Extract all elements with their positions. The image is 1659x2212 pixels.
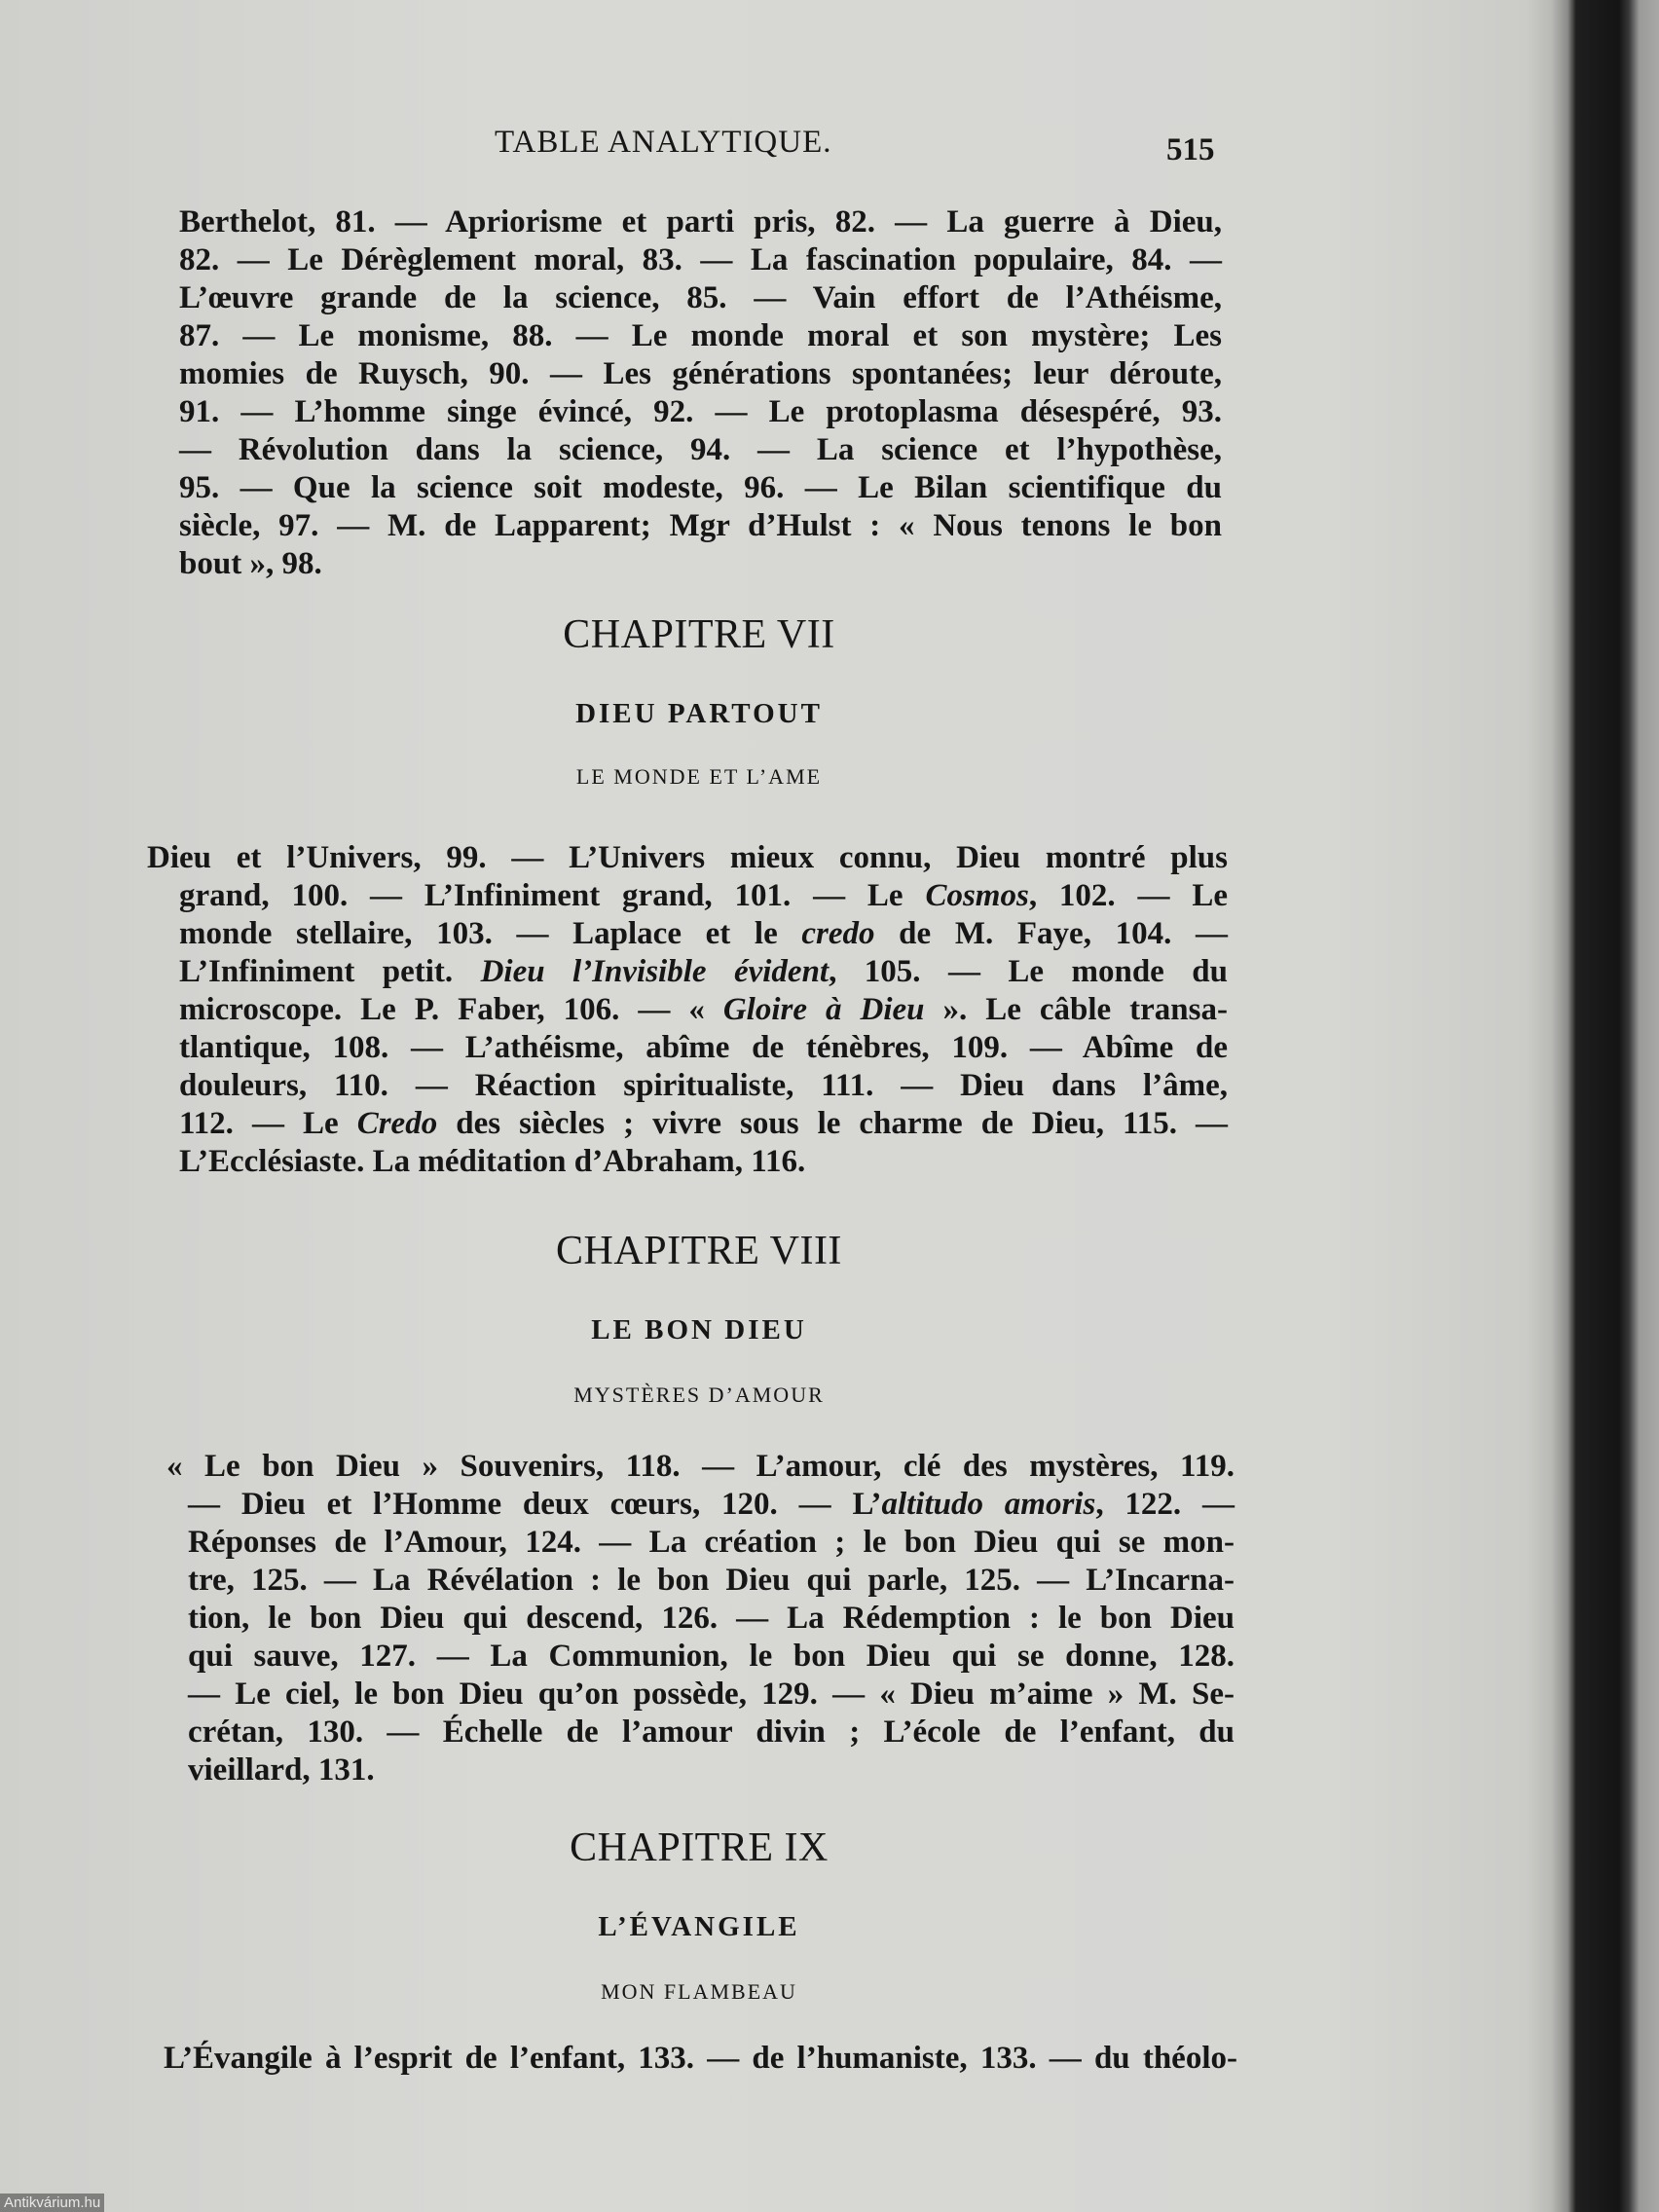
text-segment: ». Le câble transa- — [924, 992, 1228, 1027]
text-line — [188, 1676, 1235, 1714]
paragraph-chapter-6-end — [179, 203, 1222, 583]
text-segment: 91. — L’homme singe évincé, 92. — Le protoplasma désespéré, 93. — [179, 394, 1222, 429]
text-segment: grand, 100. — L’Infiniment grand, 101. — Le — [179, 878, 926, 913]
text-line — [179, 241, 1222, 279]
chapter-title: LE BON DIEU — [591, 1314, 807, 1346]
chapter-subtitle: MON FLAMBEAU — [601, 1979, 797, 2004]
watermark: Antikvárium.hu — [0, 2194, 104, 2212]
text-line — [179, 1105, 1228, 1143]
text-line — [179, 355, 1222, 393]
text-segment: L’Infiniment petit. — [179, 954, 481, 989]
text-segment: Réponses de l’Amour, 124. — La création ; le bon Dieu qui se mon- — [188, 1525, 1235, 1560]
italic-text: Credo — [356, 1106, 438, 1141]
text-line — [179, 469, 1222, 507]
text-segment: L’Ecclésiaste. La méditation d’Abraham, 116. — [179, 1144, 806, 1179]
text-segment: des siècles ; vivre sous le charme de Dieu, 115. — — [437, 1106, 1228, 1141]
chapter-subtitle: MYSTÈRES D’AMOUR — [573, 1382, 825, 1407]
italic-text: credo — [801, 916, 875, 951]
text-segment: monde stellaire, 103. — Laplace et le — [179, 916, 802, 951]
paragraph-chapter-9 — [164, 2040, 1237, 2078]
text-segment: L’œuvre grande de la science, 85. — Vain effort de l’Athéisme, — [179, 280, 1222, 315]
text-line — [166, 1448, 1235, 1486]
text-segment: vieillard, 131. — [188, 1752, 375, 1788]
italic-text: altitudo amoris — [881, 1487, 1096, 1522]
running-title: TABLE ANALYTIQUE. — [495, 125, 832, 160]
text-line — [179, 279, 1222, 317]
text-segment: « Le bon Dieu » Souvenirs, 118. — L’amour, clé des mystères, 119. — [166, 1449, 1235, 1484]
text-line — [188, 1714, 1235, 1751]
text-segment: siècle, 97. — M. de Lapparent; Mgr d’Hulst : « Nous tenons le bon — [179, 508, 1222, 543]
italic-text: Dieu l’Invisible évident — [480, 954, 830, 989]
text-line — [179, 203, 1222, 241]
text-line — [179, 915, 1228, 953]
text-line — [179, 1029, 1228, 1067]
text-segment: de M. Faye, 104. — — [874, 916, 1229, 951]
text-line — [179, 877, 1228, 915]
text-segment: bout », 98. — [179, 546, 322, 581]
text-line — [179, 1143, 1228, 1181]
text-segment: Dieu et l’Univers, 99. — L’Univers mieux connu, Dieu montré plus — [147, 840, 1228, 875]
text-segment: 82. — Le Dérèglement moral, 83. — La fascination populaire, 84. — — [179, 242, 1222, 277]
paragraph-chapter-7 — [147, 839, 1229, 1181]
text-line — [179, 1067, 1228, 1105]
text-line — [188, 1638, 1235, 1676]
text-line — [179, 953, 1228, 991]
text-segment: L’Évangile à l’esprit de l’enfant, 133. — de l’humaniste, 133. — du théolo- — [164, 2041, 1237, 2076]
chapter-subtitle: LE MONDE ET L’AME — [575, 764, 823, 789]
text-segment: qui sauve, 127. — La Communion, le bon Dieu qui se donne, 128. — [188, 1639, 1235, 1674]
text-segment: crétan, 130. — Échelle de l’amour divin ; L’école de l’enfant, du — [188, 1714, 1235, 1750]
text-segment: , 102. — Le — [1028, 878, 1228, 913]
italic-text: Gloire à Dieu — [722, 992, 925, 1027]
text-segment: tlantique, 108. — L’athéisme, abîme de ténèbres, 109. — Abîme de — [179, 1030, 1228, 1065]
text-line — [179, 431, 1222, 469]
text-segment: — Dieu et l’Homme deux cœurs, 120. — L’ — [188, 1487, 882, 1522]
text-line — [188, 1524, 1235, 1562]
chapter-heading: CHAPITRE IX — [570, 1825, 829, 1870]
chapter-heading: CHAPITRE VII — [563, 612, 835, 657]
text-segment: 112. — Le — [179, 1106, 357, 1141]
text-line — [188, 1562, 1235, 1600]
chapter-title: L’ÉVANGILE — [598, 1911, 800, 1942]
italic-text: Cosmos — [925, 878, 1029, 913]
text-segment: — Le ciel, le bon Dieu qu’on possède, 129. — « Dieu m’aime » M. Se- — [188, 1677, 1235, 1712]
text-segment: douleurs, 110. — Réaction spiritualiste, 111. — Dieu dans l’âme, — [179, 1068, 1228, 1103]
text-segment: 87. — Le monisme, 88. — Le monde moral et son mystère; Les — [179, 318, 1222, 353]
text-line — [188, 1486, 1235, 1524]
text-segment: , 122. — — [1095, 1487, 1235, 1522]
text-line — [188, 1751, 1235, 1789]
text-segment: — Révolution dans la science, 94. — La science et l’hypothèse, — [179, 432, 1222, 467]
text-line — [164, 2040, 1237, 2078]
text-segment: momies de Ruysch, 90. — Les générations spontanées; leur déroute, — [179, 356, 1222, 391]
chapter-title: DIEU PARTOUT — [575, 698, 823, 729]
text-line — [179, 991, 1228, 1029]
chapter-heading: CHAPITRE VIII — [556, 1229, 842, 1273]
text-segment: tion, le bon Dieu qui descend, 126. — La Rédemption : le bon Dieu — [188, 1601, 1235, 1636]
text-segment: microscope. Le P. Faber, 106. — « — [179, 992, 723, 1027]
page-number: 515 — [1166, 132, 1215, 167]
text-line — [179, 507, 1222, 545]
text-segment: Berthelot, 81. — Apriorisme et parti pris, 82. — La guerre à Dieu, — [179, 204, 1222, 240]
paragraph-chapter-8 — [166, 1448, 1235, 1789]
text-line — [179, 545, 1222, 583]
text-segment: , 105. — Le monde du — [829, 954, 1228, 989]
text-line — [179, 317, 1222, 355]
text-line — [188, 1600, 1235, 1638]
text-segment: 95. — Que la science soit modeste, 96. — Le Bilan scientifique du — [179, 470, 1222, 505]
text-segment: tre, 125. — La Révélation : le bon Dieu qui parle, 125. — L’Incarna- — [188, 1563, 1235, 1598]
text-line — [147, 839, 1228, 877]
text-line — [179, 393, 1222, 431]
